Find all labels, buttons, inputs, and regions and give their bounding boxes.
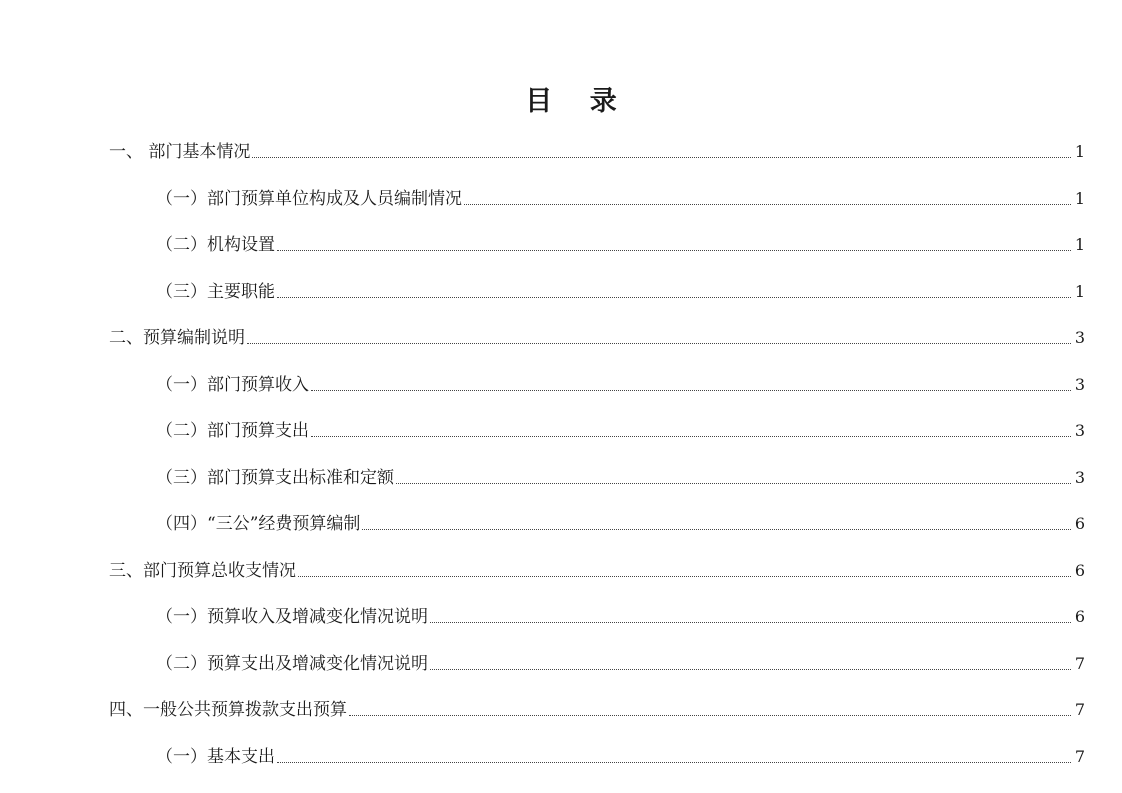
toc-entry-label: （一）预算收入及增减变化情况说明	[156, 607, 428, 627]
toc-dot-leader	[349, 715, 1071, 716]
toc-entry-label: （三）部门预算支出标准和定额	[156, 468, 394, 488]
toc-dot-leader	[396, 483, 1071, 484]
toc-title: 目 录	[525, 86, 631, 117]
toc-dot-leader	[430, 669, 1071, 670]
toc-dot-leader	[362, 529, 1070, 530]
toc-entry-page-number: 3	[1074, 328, 1085, 347]
toc-entry[interactable]	[0, 745, 1085, 769]
toc-entry[interactable]	[0, 512, 1085, 536]
toc-entry-page-number: 3	[1074, 421, 1085, 440]
toc-entry[interactable]	[0, 652, 1085, 676]
toc-dot-leader	[464, 204, 1071, 205]
toc-dot-leader	[311, 390, 1071, 391]
toc-entry-label: （三）主要职能	[156, 282, 275, 302]
toc-entry[interactable]	[0, 419, 1085, 443]
toc-entry-label: （二）预算支出及增减变化情况说明	[156, 654, 428, 674]
toc-entry-page-number: 6	[1074, 607, 1085, 626]
toc-entry-page-number: 7	[1074, 654, 1085, 673]
toc-entry-label: （一）部门预算收入	[156, 375, 309, 395]
toc-entry-page-number: 1	[1074, 235, 1085, 254]
toc-dot-leader	[252, 157, 1070, 158]
toc-dot-leader	[247, 343, 1071, 344]
toc-entry[interactable]	[0, 326, 1085, 350]
toc-entry-label: 二、预算编制说明	[109, 328, 245, 348]
toc-dot-leader	[430, 622, 1071, 623]
toc-entry-label: （四）“三公”经费预算编制	[156, 514, 361, 534]
toc-dot-leader	[277, 297, 1071, 298]
toc-entry-label: 三、部门预算总收支情况	[109, 561, 296, 581]
toc-entry-label: （一）部门预算单位构成及人员编制情况	[156, 189, 462, 209]
toc-entry[interactable]	[0, 466, 1085, 490]
toc-entry-label: （二）机构设置	[156, 235, 275, 255]
toc-entry-label: 一、 部门基本情况	[109, 142, 251, 162]
toc-entry[interactable]	[0, 280, 1085, 304]
toc-entry-page-number: 7	[1074, 747, 1085, 766]
toc-entry[interactable]	[0, 187, 1085, 211]
toc-entry[interactable]	[0, 605, 1085, 629]
toc-entry-label: （一）基本支出	[156, 747, 275, 767]
toc-dot-leader	[311, 436, 1071, 437]
toc-entry-page-number: 1	[1074, 189, 1085, 208]
toc-entry[interactable]	[0, 559, 1085, 583]
toc-dot-leader	[277, 762, 1071, 763]
toc-entry-page-number: 6	[1074, 561, 1085, 580]
toc-entry[interactable]	[0, 373, 1085, 397]
toc-dot-leader	[298, 576, 1071, 577]
toc-entry[interactable]	[0, 233, 1085, 257]
toc-entry-page-number: 1	[1074, 282, 1085, 301]
toc-entry-page-number: 3	[1074, 375, 1085, 394]
toc-entry-label: 四、一般公共预算拨款支出预算	[109, 700, 347, 720]
toc-entry[interactable]	[0, 140, 1085, 164]
toc-entry-label: （二）部门预算支出	[156, 421, 309, 441]
toc-dot-leader	[277, 250, 1071, 251]
toc-entry-page-number: 3	[1074, 468, 1085, 487]
toc-entry-page-number: 1	[1074, 142, 1085, 161]
toc-entry[interactable]	[0, 698, 1085, 722]
toc-entry-page-number: 7	[1074, 700, 1085, 719]
toc-entry-page-number: 6	[1074, 514, 1085, 533]
